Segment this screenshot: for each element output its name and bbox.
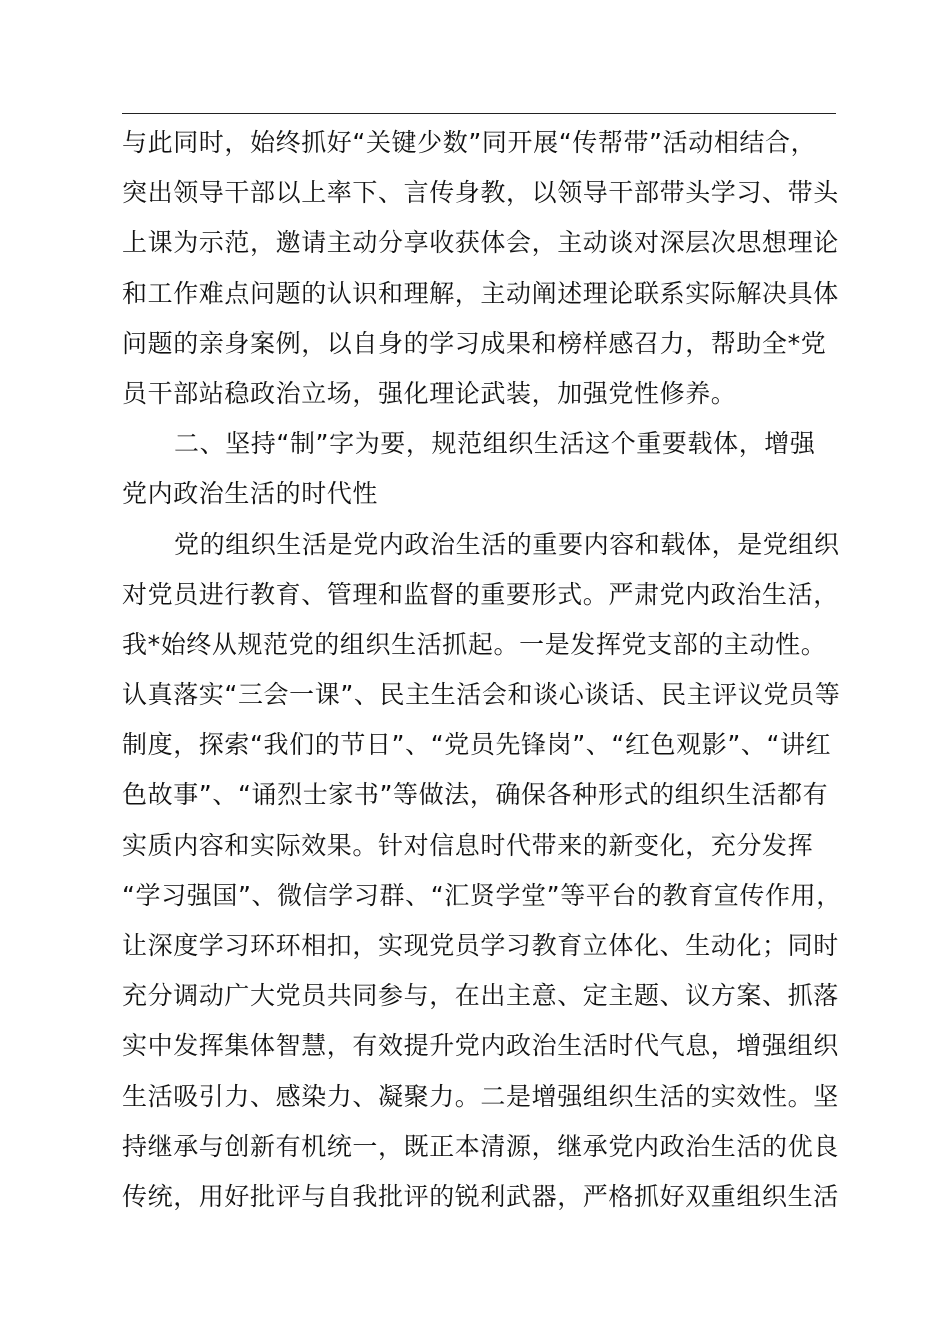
text-line: 上课为示范，邀请主动分享收获体会，主动谈对深层次思想理论 xyxy=(122,228,839,258)
paragraph-start-line: 党的组织生活是党内政治生活的重要内容和载体，是党组织 xyxy=(174,529,840,559)
text-line: 实质内容和实际效果。针对信息时代带来的新变化，充分发挥 xyxy=(122,830,814,860)
header-rule xyxy=(122,113,836,114)
text-line: 认真落实“三会一课”、民主生活会和谈心谈话、民主评议党员等 xyxy=(122,680,841,710)
text-line: 生活吸引力、感染力、凝聚力。二是增强组织生活的实效性。坚 xyxy=(122,1081,839,1111)
text-line: 对党员进行教育、管理和监督的重要形式。严肃党内政治生活， xyxy=(122,579,839,609)
section-heading-continuation: 党内政治生活的时代性 xyxy=(122,479,379,509)
text-line: 我*始终从规范党的组织生活抓起。一是发挥党支部的主动性。 xyxy=(122,629,827,659)
text-line: 持继承与创新有机统一，既正本清源，继承党内政治生活的优良 xyxy=(122,1131,839,1161)
text-line: 问题的亲身案例，以自身的学习成果和榜样感召力，帮助全*党 xyxy=(122,328,827,358)
text-line: 和工作难点问题的认识和理解，主动阐述理论联系实际解决具体 xyxy=(122,278,839,308)
section-heading: 二、坚持“制”字为要，规范组织生活这个重要载体，增强 xyxy=(174,429,816,459)
text-line: 让深度学习环环相扣，实现党员学习教育立体化、生动化；同时 xyxy=(122,931,839,960)
text-line: 传统，用好批评与自我批评的锐利武器，严格抓好双重组织生活 xyxy=(122,1181,839,1211)
text-line: 制度，探索“我们的节日”、“党员先锋岗”、“红色观影”、“讲红 xyxy=(122,730,832,760)
text-line: 突出领导干部以上率下、言传身教，以领导干部带头学习、带头 xyxy=(122,178,839,208)
text-line: 色故事”、“诵烈士家书”等做法，确保各种形式的组织生活都有 xyxy=(122,780,829,810)
text-line: 员干部站稳政治立场，强化理论武装，加强党性修养。 xyxy=(122,378,737,408)
text-line: 充分调动广大党员共同参与，在出主意、定主题、议方案、抓落 xyxy=(122,981,839,1011)
text-line: 实中发挥集体智慧，有效提升党内政治生活时代气息，增强组织 xyxy=(122,1031,839,1061)
text-line: 与此同时，始终抓好“关键少数”同开展“传帮带”活动相结合， xyxy=(122,128,817,157)
document-body xyxy=(122,118,882,1222)
text-line: “学习强国”、微信学习群、“汇贤学堂”等平台的教育宣传作用， xyxy=(122,880,842,910)
